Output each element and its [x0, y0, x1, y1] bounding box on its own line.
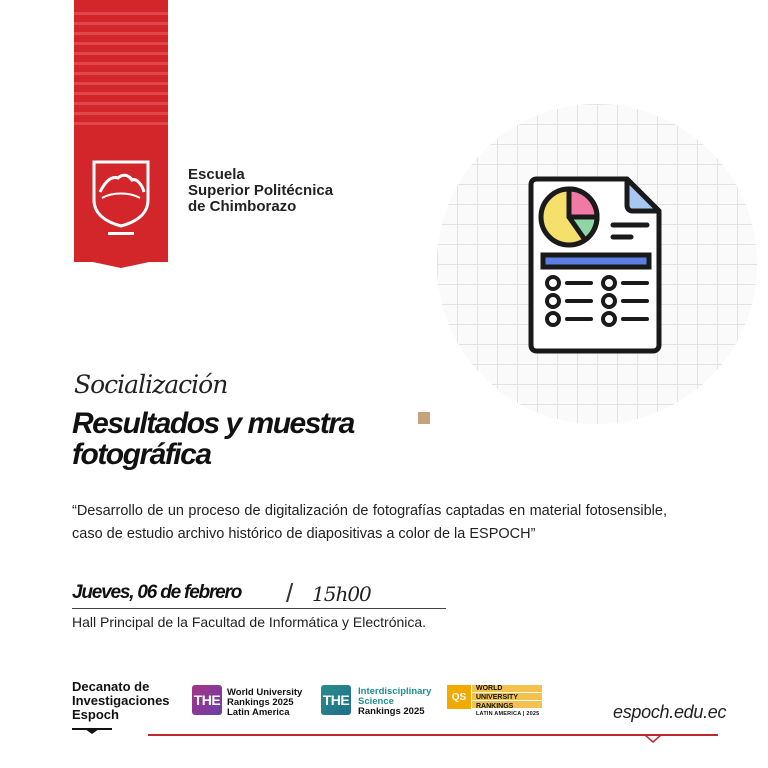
document-report-icon: [525, 175, 665, 355]
date-divider: [72, 608, 446, 609]
ranking-line: WORLD: [476, 685, 503, 692]
crest-icon: [90, 158, 152, 238]
qs-logo: QS: [447, 685, 471, 709]
ranking-badge-qs: [476, 684, 518, 711]
department-name: [72, 680, 170, 722]
ranking-line: Interdisciplinary: [358, 686, 432, 697]
accent-square: [418, 412, 430, 424]
footer-pointer: [645, 735, 661, 743]
ranking-line: Science: [358, 696, 394, 707]
department-pointer: [85, 729, 99, 734]
ranking-line: Rankings 2025: [227, 697, 294, 708]
banner-tip: [74, 258, 168, 268]
event-title-line: fotográfica: [72, 438, 211, 471]
department-name-line: Decanato de: [72, 679, 150, 694]
department-name-line: Investigaciones: [72, 693, 170, 708]
event-title: [72, 408, 354, 470]
event-date: Jueves, 06 de febrero: [72, 582, 242, 603]
event-pretitle: Socialización: [74, 370, 228, 399]
department-name-line: Espoch: [72, 707, 119, 722]
institution-name-line: Escuela: [188, 166, 245, 183]
event-venue: Hall Principal de la Facultad de Informática y Electrónica.: [72, 614, 427, 630]
date-separator: /: [286, 578, 294, 608]
ranking-line: Rankings 2025: [358, 706, 425, 717]
institution-name: [188, 167, 333, 215]
website-link[interactable]: espoch.edu.ec: [613, 702, 727, 722]
institution-name-line: Superior Politécnica: [188, 182, 334, 199]
ranking-badge-the-latam: [227, 688, 302, 718]
ranking-line: World University: [227, 687, 303, 698]
the-logo: THE: [321, 685, 351, 715]
event-description: “Desarrollo de un proceso de digitalización de fotografías captadas en material fotosensible, caso de estudio archivo histórico de diapositivas a color de la ESPOCH”: [72, 503, 667, 542]
ranking-badge-the-interdisciplinary: [358, 687, 431, 717]
institution-banner: [74, 0, 168, 262]
ranking-line: UNIVERSITY: [476, 694, 519, 701]
event-title-line: Resultados y muestra: [72, 407, 354, 440]
ranking-line: RANKINGS: [476, 703, 514, 710]
qs-subtitle: LATIN AMERICA | 2025: [476, 711, 540, 717]
event-time: 15h00: [312, 582, 371, 606]
ranking-line: Latin America: [227, 707, 290, 718]
the-logo: THE: [192, 685, 222, 715]
footer-line: [148, 734, 718, 736]
institution-name-line: de Chimborazo: [188, 198, 297, 215]
